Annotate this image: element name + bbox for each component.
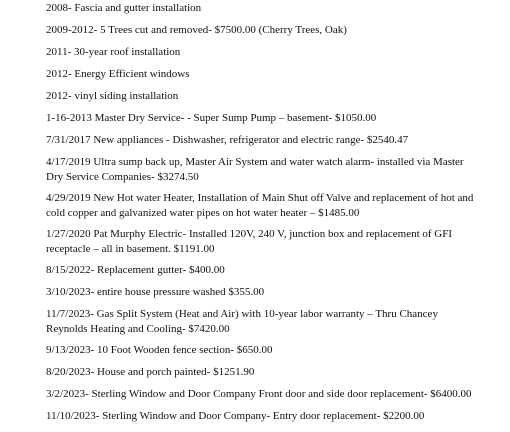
list-item	[46, 307, 510, 337]
list-item	[46, 111, 510, 126]
entry-line: 2011- 30-year roof installation	[46, 46, 181, 58]
list-item	[46, 155, 510, 185]
list-item	[46, 387, 510, 402]
entry-line: Dry Service Companies- $3274.50	[46, 171, 199, 183]
list-item	[46, 89, 510, 104]
entry-line: 1-16-2013 Master Dry Service- - Super Sump Pump – basement- $1050.00	[46, 112, 377, 124]
entry-line: 4/17/2019 Ultra sump back up, Master Air System and water watch alarm- installed via Master	[46, 156, 464, 168]
list-item	[46, 23, 510, 38]
list-item	[46, 1, 510, 16]
entry-line: 3/10/2023- entire house pressure washed $355.00	[46, 286, 265, 298]
list-item	[46, 285, 510, 300]
list-item	[46, 409, 510, 424]
entry-line: 2012- Energy Efficient windows	[46, 68, 190, 80]
list-item	[46, 227, 510, 257]
entry-line: cold copper and galvanized water pipes on hot water heater – $1485.00	[46, 207, 360, 219]
list-item	[46, 45, 510, 60]
entry-line: receptacle – all in basement. $1191.00	[46, 243, 215, 255]
entry-line: 7/31/2017 New appliances - Dishwasher, refrigerator and electric range- $2540.47	[46, 134, 409, 146]
entry-line: Reynolds Heating and Cooling- $7420.00	[46, 323, 230, 335]
list-item	[46, 133, 510, 148]
list-item	[46, 67, 510, 82]
entry-line: 2012- vinyl siding installation	[46, 90, 179, 102]
list-item	[46, 365, 510, 380]
entry-line: 2008- Fascia and gutter installation	[46, 2, 202, 14]
list-item	[46, 191, 510, 221]
entry-line: 11/10/2023- Sterling Window and Door Company- Entry door replacement- $2200.00	[46, 410, 425, 422]
entry-line: 8/15/2022- Replacement gutter- $400.00	[46, 264, 225, 276]
entry-line: 1/27/2020 Pat Murphy Electric- Installed 120V, 240 V, junction box and replacement of GFI	[46, 228, 453, 240]
entry-line: 4/29/2019 New Hot water Heater, Installation of Main Shut off Valve and replacement of hot and	[46, 192, 474, 204]
list-item	[46, 263, 510, 278]
list-item	[46, 343, 510, 358]
entry-line: 3/2/2023- Sterling Window and Door Company Front door and side door replacement- $6400.00	[46, 388, 472, 400]
entry-line: 8/20/2023- House and porch painted- $1251.90	[46, 366, 255, 378]
entry-line: 2009-2012- 5 Trees cut and removed- $7500.00 (Cherry Trees, Oak)	[46, 24, 347, 36]
entry-line: 11/7/2023- Gas Split System (Heat and Air) with 10-year labor warranty – Thru Chancey	[46, 308, 438, 320]
entry-line: 9/13/2023- 10 Foot Wooden fence section- $650.00	[46, 344, 273, 356]
